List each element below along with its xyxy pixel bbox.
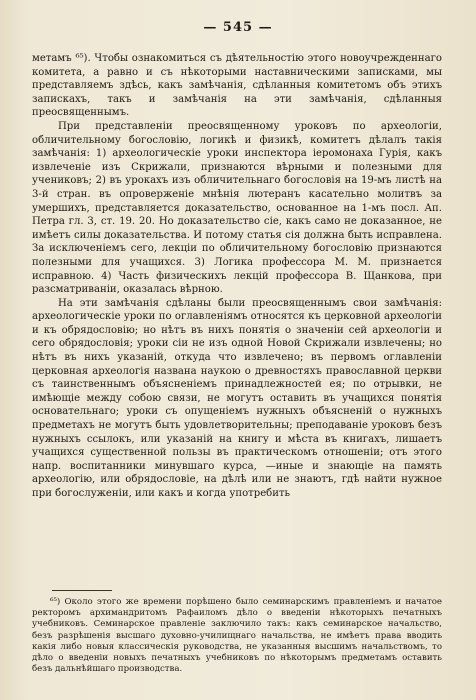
paragraph-2: При представленіи преосвященному уроковъ по археологіи, обличительному богословію, логикѣ и физикѣ, комитетъ дѣлалъ такія замѣчанія: 1) археологическіе уроки инспектора іеромонаха Гурія, какъ извлеченіе изъ Скрижали, признаются вѣрными и полезными для учениковъ; 2) въ урокахъ изъ обличительнаго богословія на 19-мъ листѣ на 3-й стран. въ опроверженіе мнѣнія лютеранъ касательно молитвъ за умершихъ, представляется доказательство, основанное на 1-мъ посл. Ап. Петра гл. 3, ст. 19. 20. Но доказательство сіе, какъ само не доказанное, не имѣетъ силы доказательства. И потому статья сія должна быть исправлена. За исключеніемъ сего, лекціи по обличительному богословію признаются полезными для учащихся. 3) Логика профессора М. М. признается исправною. 4) Часть физическихъ лекцій профессора В. Щанкова, при разсматриваніи, оказалась вѣрною. xyxy=(32,120,442,296)
paragraph-3: На эти замѣчанія сдѣланы были преосвященнымъ свои замѣчанія: археологическіе уроки по оглавленіямъ относятся къ церковной археологіи и къ обрядословію; но нѣтъ въ нихъ понятія о значеніи сей археологіи и сего обрядословія; уроки сіи не изъ одной Новой Скрижали извлечены; но нѣтъ въ нихъ указаній, откуда что извлечено; въ первомъ оглавленіи церковная археологія названа наукою о древностяхъ православной церкви съ таинственнымъ объясненіемъ принадлежностей ея; по отрывки, не имѣющіе между собою связи, не могутъ оставить въ учащихся понятія основательнаго; уроки съ опущеніемъ нужныхъ объясненій о нужныхъ предметахъ не могутъ быть удовлетворительны; преподаваніе уроковъ безъ нужныхъ ссылокъ, или указаній на книгу и мѣста въ книгахъ, лишаетъ учащихся существенной пользы въ практическомъ отношеніи; отъ этого напр. воспитанники минувшаго курса, —иные и знающіе на память археологію, или обрядословіе, на дѣлѣ или не знаютъ, гдѣ найти нужное при богослуженіи, или какъ и когда употребить xyxy=(32,297,442,499)
footnote-divider xyxy=(52,590,112,591)
paragraph-1: метамъ ⁶⁵). Чтобы ознакомиться съ дѣятельностію этого новоучрежденнаго комитета, а равно и съ нѣкоторыми наставническими записками, мы представляемъ здѣсь, какъ замѣчанія, сдѣланныя комитетомъ объ этихъ запискахъ, такъ и замѣчанія на эти замѣчанія, сдѣланныя преосвященнымъ. xyxy=(32,53,442,119)
main-text xyxy=(32,52,442,501)
footnote xyxy=(32,597,442,675)
footnote-text: ⁶⁵) Около этого же времени порѣшено было семинарскимъ правленіемъ и начатое ректоромъ архимандритомъ Рафаиломъ дѣло о введеніи нѣкоторыхъ печатныхъ учебниковъ. Семинарское правленіе заключило такъ: какъ семинарское начальство, безъ разрѣшенія высшаго духовно-училищнаго начальства, не имѣетъ права вводить какія либо новыя классическія руководства, не указанныя высшимъ начальствомъ, то дѣло о введеніи новыхъ печатныхъ учебниковъ по нѣкоторымъ предметамъ оставить безъ дальнѣйшаго производства. xyxy=(32,597,442,675)
page-number: — 545 — xyxy=(203,20,273,35)
